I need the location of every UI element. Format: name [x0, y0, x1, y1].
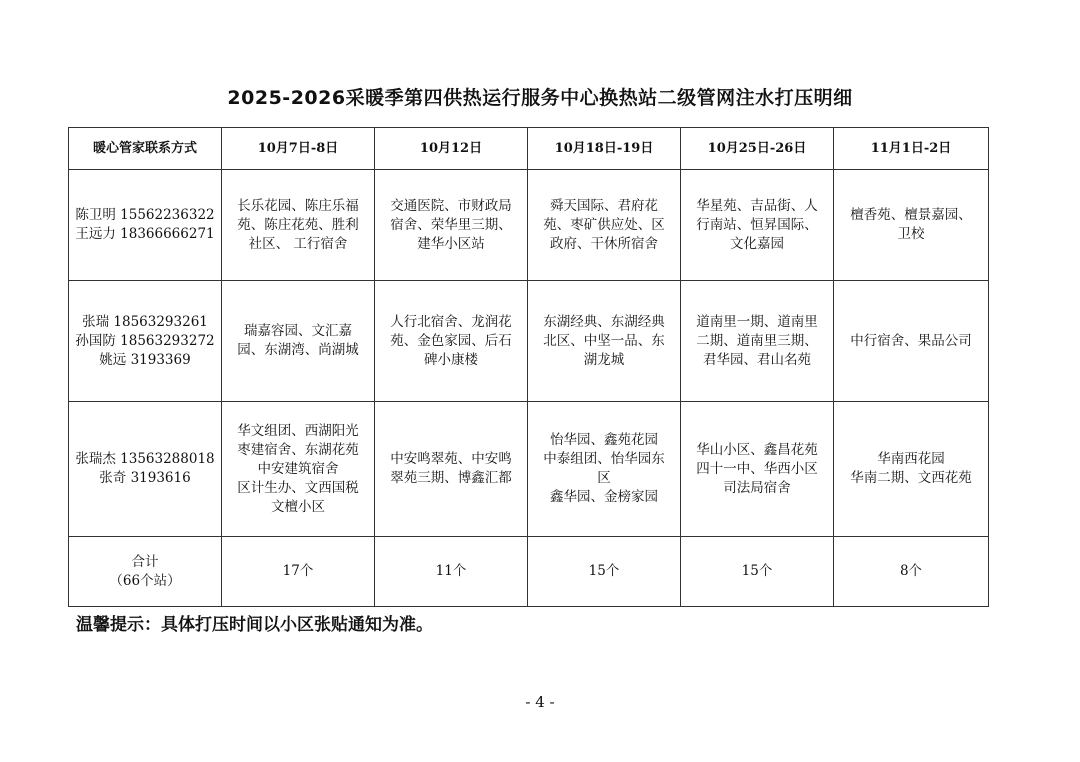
total-count: 15个 [528, 537, 681, 607]
community-line: 北区、中坚一品、东 [543, 332, 665, 349]
community-cell [222, 170, 375, 281]
community-line: 舜天国际、君府花 [550, 197, 658, 214]
document-title: 2025-2026采暖季第四供热运行服务中心换热站二级管网注水打压明细 [227, 87, 853, 109]
community-line: 中安建筑宿舍 [257, 460, 339, 477]
contact-cell [69, 170, 222, 281]
total-count: 11个 [375, 537, 528, 607]
community-cell [528, 170, 681, 281]
community-line: 司法局宿舍 [723, 479, 791, 496]
community-line: 交通医院、市财政局 [390, 197, 512, 214]
community-cell [528, 281, 681, 402]
community-line: 怡华园、鑫苑花园 [550, 432, 658, 448]
community-line: 中泰组团、怡华园东 [543, 451, 665, 467]
community-line: 社区、 工行宿舍 [248, 235, 348, 252]
total-label: 合计 [131, 553, 159, 570]
community-line: 文檀小区 [271, 498, 325, 515]
community-cell [834, 402, 989, 537]
community-line: 枣建宿舍、东湖花苑 [237, 441, 359, 458]
community-line: 建华小区站 [417, 235, 485, 252]
total-count: 8个 [834, 537, 989, 607]
contact-line: 张瑞杰 13563288018 [75, 451, 215, 467]
community-line: 宿舍、荣华里三期、 [390, 216, 512, 233]
header-date-1: 10月7日-8日 [222, 128, 375, 170]
community-line: 政府、干休所宿舍 [550, 235, 658, 252]
community-line: 苑、陈庄花苑、胜利 [237, 216, 359, 233]
community-cell [375, 402, 528, 537]
table-header-row [69, 128, 989, 170]
community-line: 碑小康楼 [424, 351, 478, 368]
total-label: （66个站） [109, 572, 181, 589]
header-date-3: 10月18日-19日 [528, 128, 681, 170]
warm-tip: 温馨提示：具体打压时间以小区张贴通知为准。 [76, 615, 433, 635]
community-line: 瑞嘉容园、文汇嘉 [244, 323, 352, 339]
community-line: 行南站、恒昇国际、 [696, 216, 818, 233]
total-label-cell [69, 537, 222, 607]
header-contact: 暖心管家联系方式 [69, 128, 222, 170]
total-count: 17个 [222, 537, 375, 607]
community-line: 道南里一期、道南里 [696, 313, 818, 330]
community-line: 檀香苑、檀景嘉园、 [850, 207, 972, 223]
community-line: 四十一中、华西小区 [696, 460, 818, 477]
community-line: 文化嘉园 [730, 235, 784, 252]
community-line: 鑫华园、金榜家园 [550, 489, 658, 505]
community-line: 东湖经典、东湖经典 [543, 313, 665, 330]
community-cell [681, 170, 834, 281]
community-cell [375, 170, 528, 281]
community-line: 华南二期、文西花苑 [850, 470, 972, 486]
contact-line: 孙国防 18563293272 [75, 332, 215, 349]
total-count: 15个 [681, 537, 834, 607]
table-row [69, 170, 989, 281]
community-cell [528, 402, 681, 537]
community-line: 华南西花园 [877, 451, 945, 467]
community-line: 园、东湖湾、尚湖城 [237, 342, 359, 358]
community-line: 区计生办、文西国税 [237, 479, 359, 496]
community-line: 卫校 [897, 226, 925, 242]
community-line: 人行北宿舍、龙润花 [390, 313, 512, 330]
pressure-test-table [68, 127, 989, 607]
header-date-2: 10月12日 [375, 128, 528, 170]
header-date-4: 10月25日-26日 [681, 128, 834, 170]
community-line: 华星苑、吉品街、人 [696, 197, 818, 214]
community-cell [375, 281, 528, 402]
community-line: 中行宿舍、果品公司 [850, 332, 972, 349]
community-cell [834, 281, 989, 402]
community-cell [681, 281, 834, 402]
contact-line: 张奇 3193616 [99, 470, 191, 486]
community-cell [681, 402, 834, 537]
community-line: 二期、道南里三期、 [696, 332, 818, 349]
table-row [69, 281, 989, 402]
header-date-5: 11月1日-2日 [834, 128, 989, 170]
contact-line: 王远力 18366666271 [75, 226, 215, 242]
contact-line: 张瑞 18563293261 [82, 313, 208, 330]
community-line: 长乐花园、陈庄乐福 [237, 197, 359, 214]
contact-line: 姚远 3193369 [99, 351, 191, 368]
total-row [69, 537, 989, 607]
community-line: 湖龙城 [583, 351, 625, 368]
community-line: 君华园、君山名苑 [703, 351, 811, 368]
community-line: 翠苑三期、博鑫汇都 [390, 470, 512, 486]
community-line: 区 [597, 470, 611, 486]
contact-line: 陈卫明 15562236322 [75, 207, 215, 223]
page-number: - 4 - [525, 693, 555, 711]
table-row [69, 402, 989, 537]
community-line: 华山小区、鑫昌花苑 [696, 441, 818, 458]
community-cell [834, 170, 989, 281]
contact-cell [69, 281, 222, 402]
community-line: 华文组团、西湖阳光 [237, 422, 359, 439]
community-line: 苑、金色家园、后石 [390, 332, 512, 349]
community-line: 苑、枣矿供应处、区 [543, 216, 665, 233]
community-cell [222, 281, 375, 402]
community-line: 中安鸣翠苑、中安鸣 [390, 451, 512, 467]
community-cell [222, 402, 375, 537]
contact-cell [69, 402, 222, 537]
